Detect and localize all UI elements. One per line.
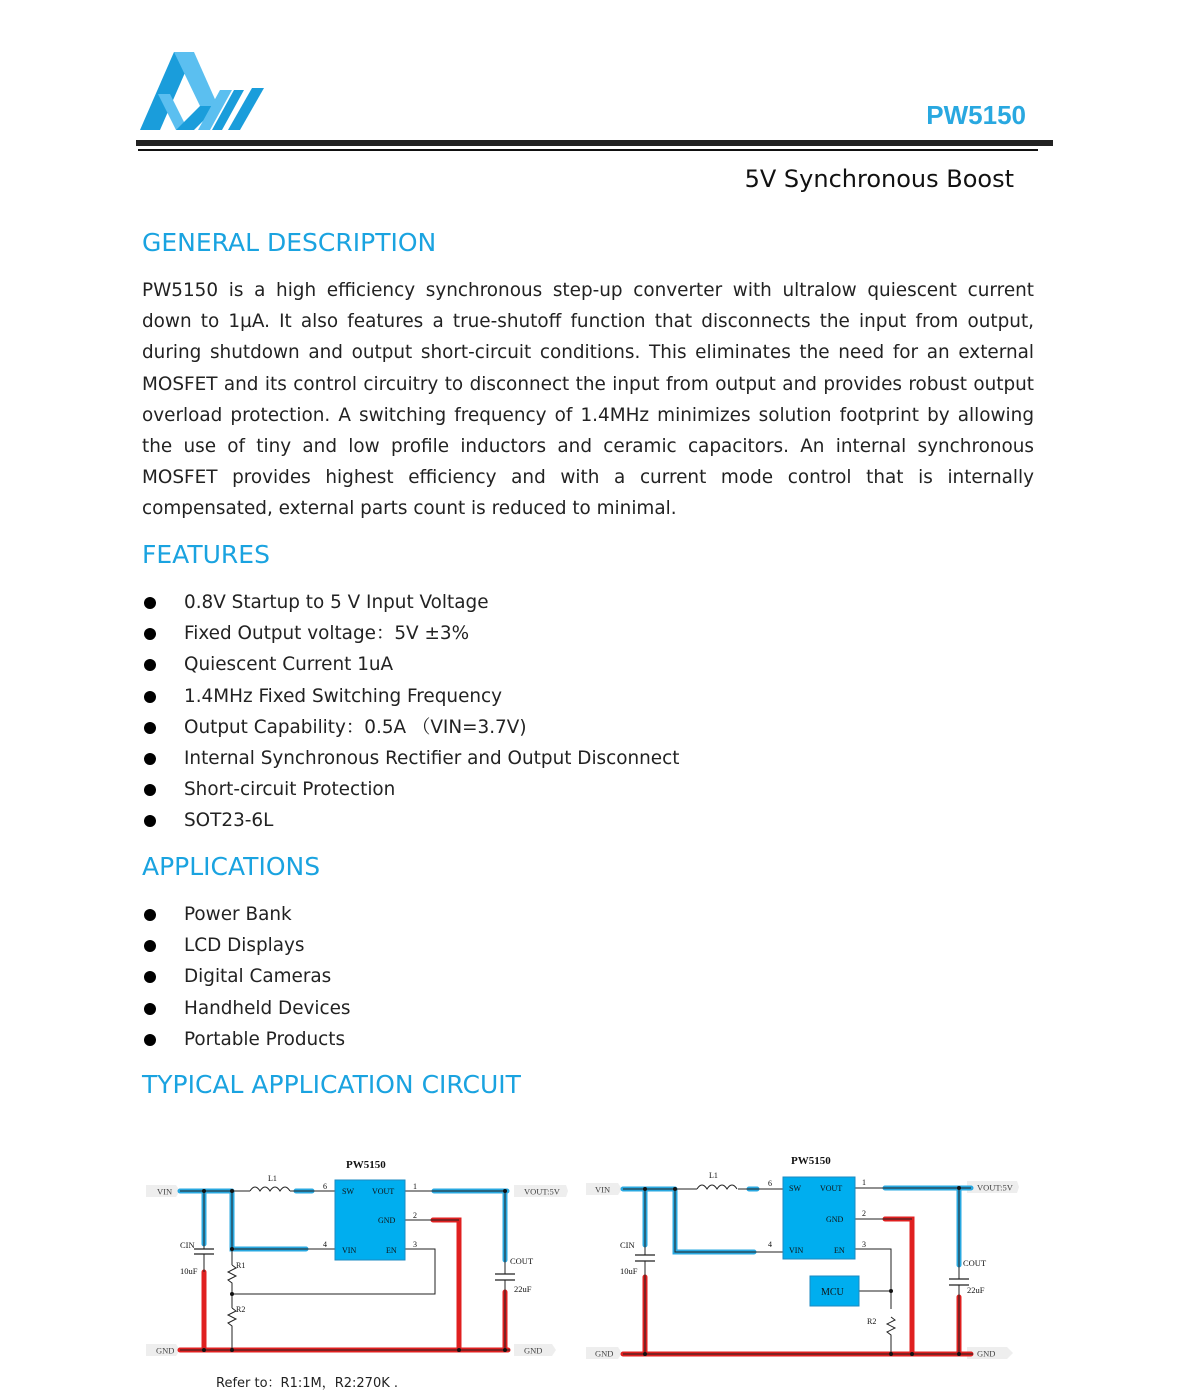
bullet-icon <box>144 909 156 921</box>
pin-4-number: 4 <box>323 1240 327 1249</box>
pin-1-number: 1 <box>862 1178 866 1187</box>
pin-vout-label: VOUT <box>820 1184 843 1193</box>
circuit-diagram-1 <box>140 1150 570 1365</box>
bullet-icon <box>144 1034 156 1046</box>
application-item: Portable Products <box>142 1024 351 1055</box>
application-item: LCD Displays <box>142 930 351 961</box>
pin-3-number: 3 <box>862 1240 866 1249</box>
port-gnd-right <box>514 1344 556 1356</box>
document-subtitle: 5V Synchronous Boost <box>744 165 1014 193</box>
cout-value: 22uF <box>514 1284 532 1294</box>
cout-value: 22uF <box>967 1285 985 1295</box>
r2-label: R2 <box>867 1317 877 1326</box>
feature-item: Quiescent Current 1uA <box>142 649 679 680</box>
cin-label: CIN <box>620 1240 635 1250</box>
inductor-label: L1 <box>268 1174 277 1183</box>
bullet-icon <box>144 753 156 765</box>
application-item: Handheld Devices <box>142 993 351 1024</box>
application-item: Power Bank <box>142 899 351 930</box>
cin-label: CIN <box>180 1240 195 1250</box>
cout-label: COUT <box>510 1256 534 1266</box>
feature-item: 0.8V Startup to 5 V Input Voltage <box>142 587 679 618</box>
bullet-icon <box>144 628 156 640</box>
pin-gnd-label: GND <box>826 1215 844 1224</box>
circuit-diagram-2 <box>583 1147 1023 1367</box>
pin-3-number: 3 <box>413 1240 417 1249</box>
features-heading: FEATURES <box>142 540 270 569</box>
pin-en-label: EN <box>834 1246 845 1255</box>
pin-vin-label: VIN <box>342 1246 357 1255</box>
inductor-label: L1 <box>709 1171 718 1180</box>
feature-item: Short-circuit Protection <box>142 774 679 805</box>
pin-1-number: 1 <box>413 1182 417 1191</box>
header-divider-thick <box>136 140 1053 146</box>
r2-label: R2 <box>236 1305 246 1314</box>
pin-2-number: 2 <box>862 1209 866 1218</box>
typical-circuit-heading: TYPICAL APPLICATION CIRCUIT <box>142 1070 521 1099</box>
cin-value: 10uF <box>620 1266 638 1276</box>
feature-item: Output Capability：0.5A （VIN=3.7V) <box>142 712 679 743</box>
bullet-icon <box>144 784 156 796</box>
bullet-icon <box>144 597 156 609</box>
feature-item: 1.4MHz Fixed Switching Frequency <box>142 681 679 712</box>
svg-text:GND: GND <box>977 1348 996 1359</box>
pin-vout-label: VOUT <box>372 1187 395 1196</box>
bullet-icon <box>144 1003 156 1015</box>
pin-4-number: 4 <box>768 1240 772 1249</box>
pin-vin-label: VIN <box>789 1246 804 1255</box>
pin-2-number: 2 <box>413 1211 417 1220</box>
applications-list <box>142 899 351 1055</box>
bullet-icon <box>144 722 156 734</box>
r1-label: R1 <box>236 1261 246 1270</box>
pin-gnd-label: GND <box>378 1216 396 1225</box>
feature-item: SOT23-6L <box>142 805 679 836</box>
pin-en-label: EN <box>386 1246 397 1255</box>
port-vout <box>967 1181 1019 1193</box>
svg-text:VIN: VIN <box>157 1186 173 1197</box>
pin-6-number: 6 <box>768 1179 772 1188</box>
part-number: PW5150 <box>926 100 1026 130</box>
port-gnd-left <box>146 1344 180 1356</box>
feature-item: Fixed Output voltage：5V ±3% <box>142 618 679 649</box>
bullet-icon <box>144 971 156 983</box>
ic-title: PW5150 <box>346 1159 386 1171</box>
port-gnd-left <box>586 1347 622 1359</box>
general-description-text: PW5150 is a high efficiency synchronous step-up converter with ultralow quiescent current down to 1µA. It also features a true-shutoff function that disconnects the input from output, during shutdown and output short-circuit conditions. This eliminates the need for an external MOSFET and its control circuitry to disconnect the input from output and provides robust output overload protection. A switching frequency of 1.4MHz minimizes solution footprint by allowing the use of tiny and low profile inductors and ceramic capacitors. An internal synchronous MOSFET provides highest efficiency and with a current mode control that is internally compensated, external parts count is reduced to minimal. <box>142 280 1034 520</box>
mcu-label: MCU <box>821 1287 844 1298</box>
svg-text:VOUT:5V: VOUT:5V <box>977 1182 1013 1193</box>
port-vin <box>586 1183 622 1195</box>
ic-title: PW5150 <box>791 1155 831 1167</box>
pw-logo-icon <box>140 50 270 134</box>
port-vin <box>146 1185 180 1197</box>
features-list <box>142 587 679 837</box>
cin-value: 10uF <box>180 1266 198 1276</box>
svg-text:VOUT:5V: VOUT:5V <box>524 1186 560 1197</box>
pin-6-number: 6 <box>323 1182 327 1191</box>
cout-label: COUT <box>963 1258 987 1268</box>
bullet-icon <box>144 940 156 952</box>
general-description-heading: GENERAL DESCRIPTION <box>142 228 437 257</box>
svg-text:GND: GND <box>595 1348 614 1359</box>
svg-text:VIN: VIN <box>595 1184 611 1195</box>
feature-item: Internal Synchronous Rectifier and Output Disconnect <box>142 743 679 774</box>
header-divider-thin <box>138 149 1038 151</box>
bullet-icon <box>144 815 156 827</box>
applications-heading: APPLICATIONS <box>142 852 321 881</box>
resistor-note: Refer to：R1:1M，R2:270K . <box>216 1376 399 1391</box>
application-item: Digital Cameras <box>142 961 351 992</box>
port-gnd-right <box>967 1347 1013 1359</box>
pin-sw-label: SW <box>342 1187 354 1196</box>
svg-text:GND: GND <box>524 1345 543 1356</box>
bullet-icon <box>144 659 156 671</box>
svg-text:GND: GND <box>156 1345 175 1356</box>
port-vout <box>514 1185 568 1197</box>
bullet-icon <box>144 691 156 703</box>
pin-sw-label: SW <box>789 1184 801 1193</box>
